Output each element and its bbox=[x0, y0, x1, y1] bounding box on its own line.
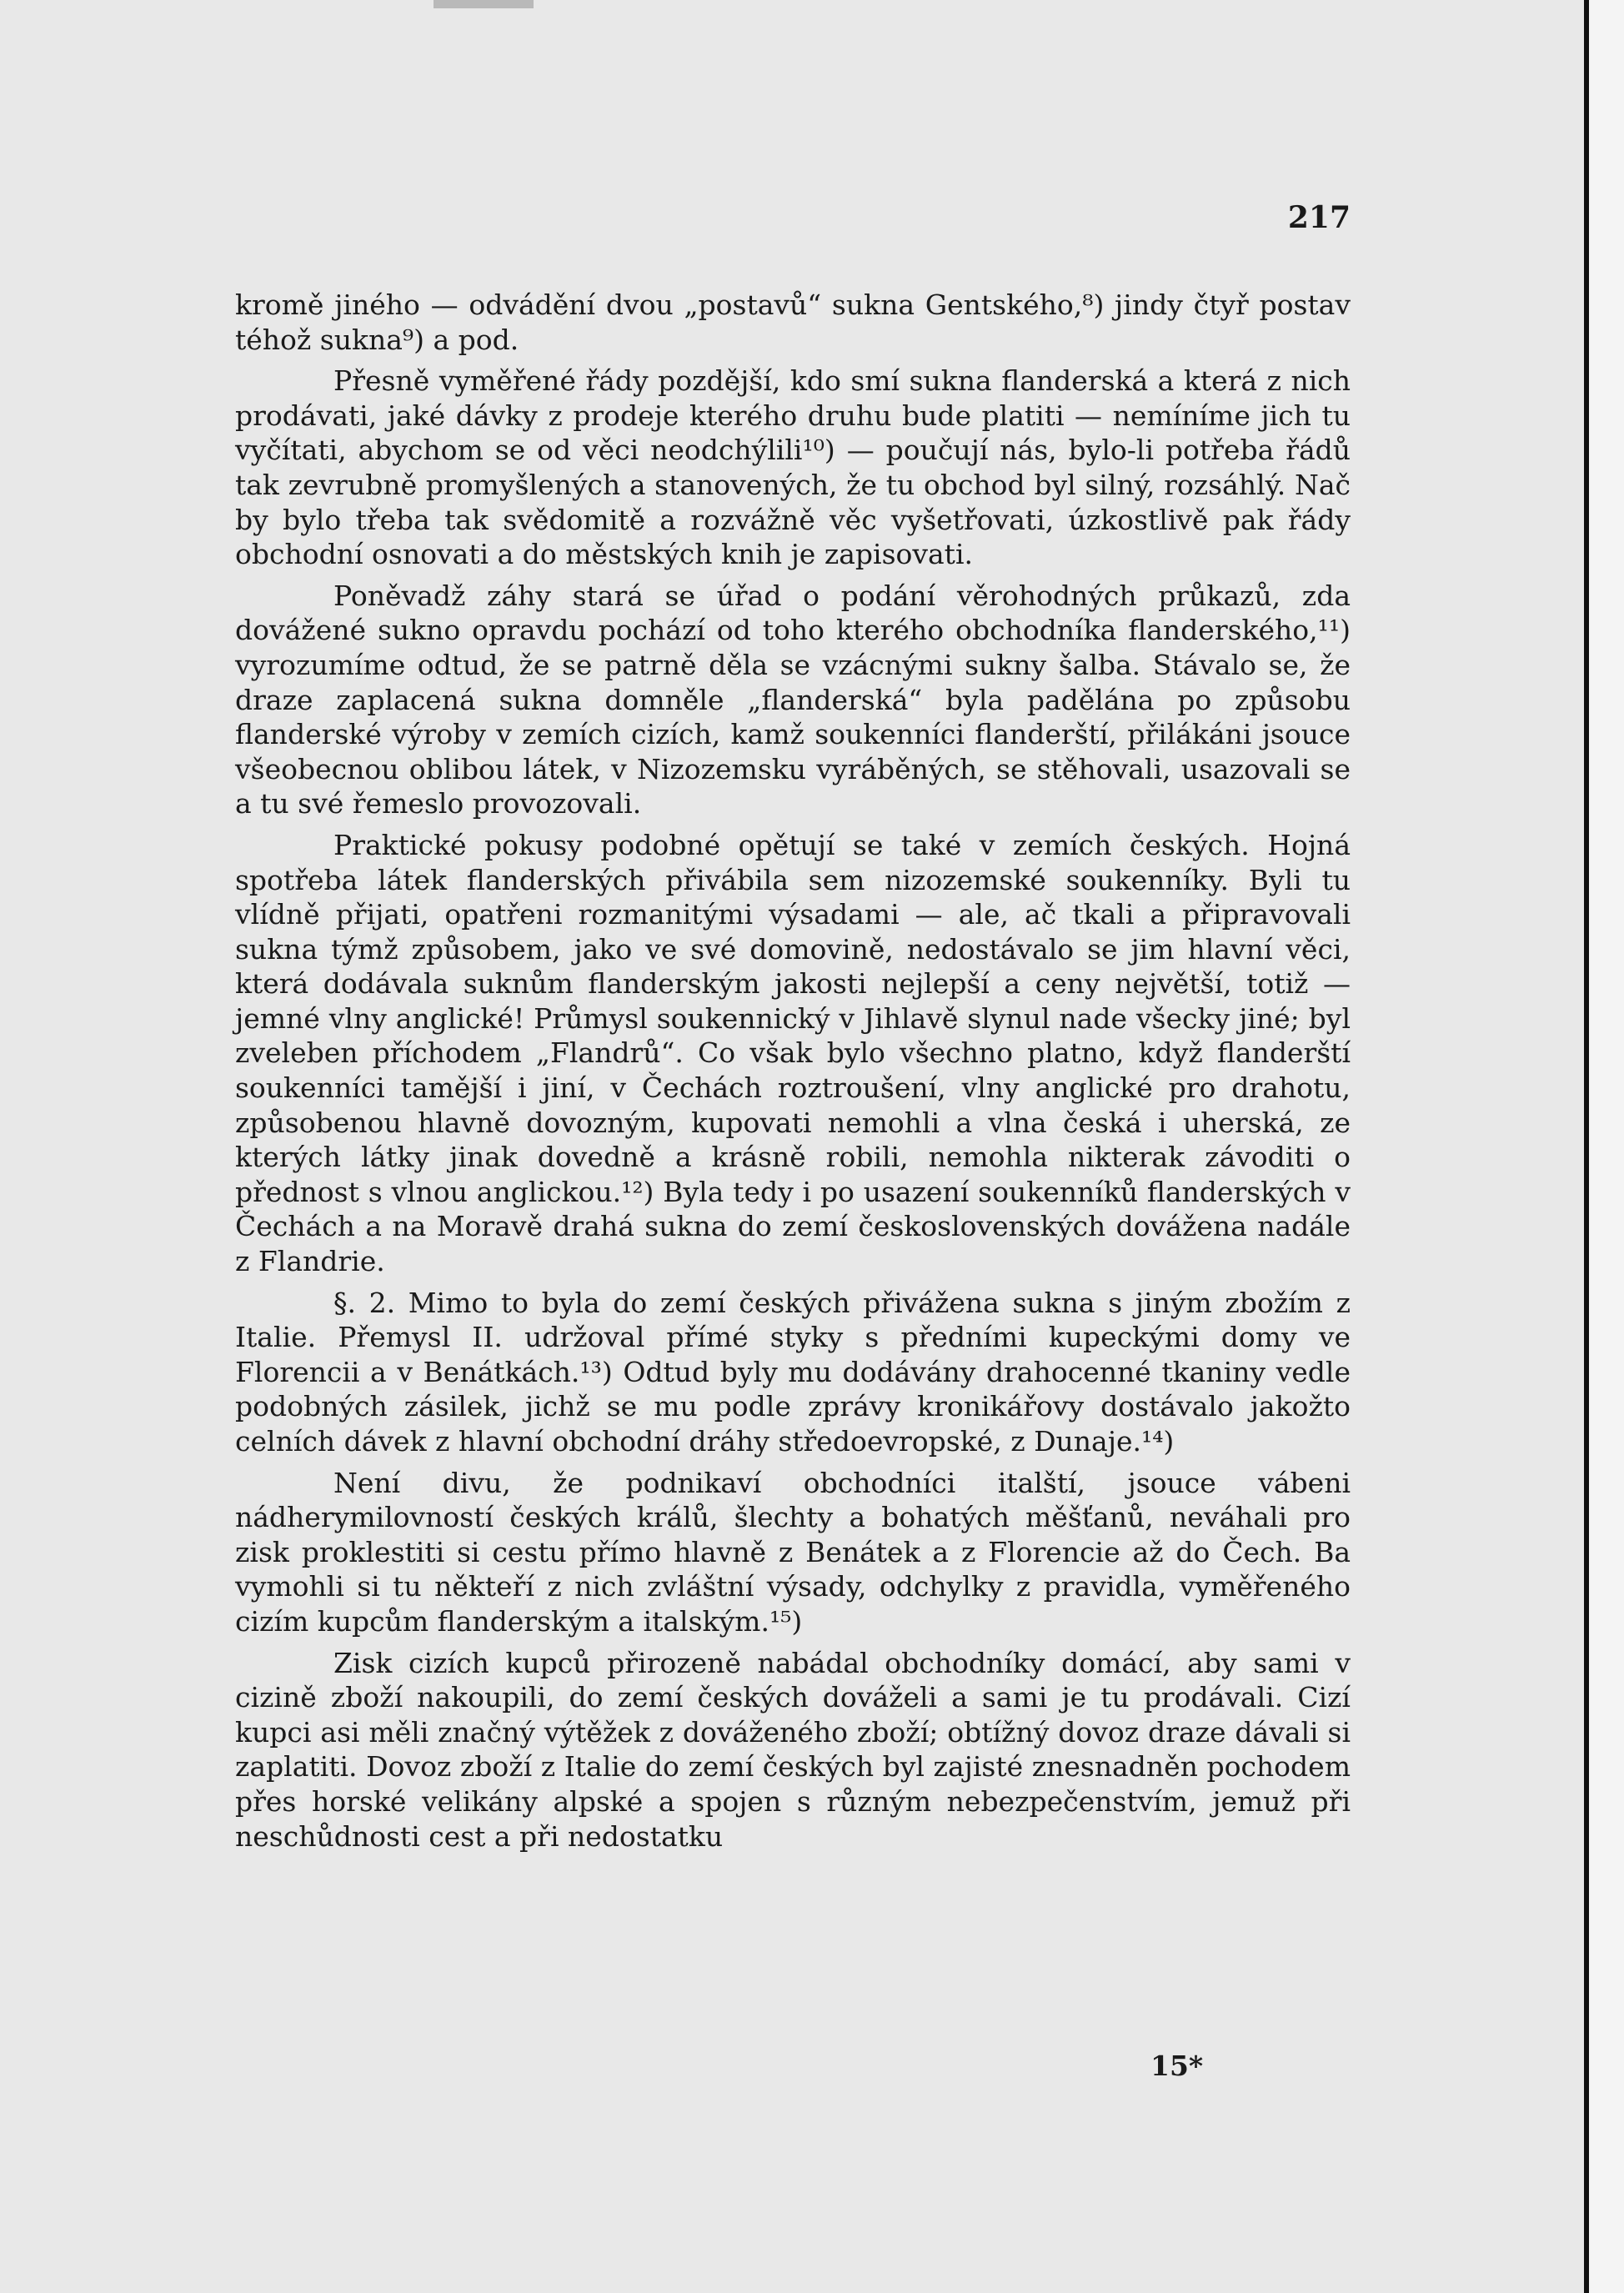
printer-signature: 15* bbox=[1150, 2050, 1204, 2082]
paragraph-counterfeit-cloth: Poněvadž záhy stará se úřad o podání věrohodných průkazů, zda dovážené sukno opravdu pochází od toho kterého obchodníka flanderského,¹¹) vyrozumíme odtud, že se patrně děla se vzácnými sukny šalba. Stávalo se, že draze zaplacená sukna domněle „flanderská“ byla padělána po způsobu flanderské výroby v zemích cizích, kamž soukenníci flanderští, přilákáni jsouce všeobecnou oblibou látek, v Nizozemsku vyráběných, se stěhovali, usazovali se a tu své řemeslo provozovali. bbox=[235, 579, 1351, 820]
paragraph-section-2-italy: §. 2. Mimo to byla do zemí českých přivážena sukna s jiným zbožím z Italie. Přemysl II. udržoval přímé styky s předními kupeckými domy ve Florencii a v Benátkách.¹³) Odtud byly mu dodávány drahocenné tkaniny vedle podobných zásilek, jichž se mu podle zprávy kronikářovy dostávalo jakožto celních dávek z hlavní obchodní dráhy středoevropské, z Dunaje.¹⁴) bbox=[235, 1286, 1351, 1458]
scan-smudge bbox=[434, 0, 534, 8]
paragraph-flemish-weavers: Praktické pokusy podobné opětují se také v zemích českých. Hojná spotřeba látek flanderských přivábila sem nizozemské soukenníky. Byli tu vlídně přijati, opatřeni rozmanitými výsadami — ale, ač tkali a připravovali sukna týmž způsobem, jako ve své domovině, nedostávalo se jim hlavní věci, která dodávala suknům flanderským jakosti nejlepší a ceny největší, totiž — jemné vlny anglické! Průmysl soukennický v Jihlavě slynul nade všecky jiné; byl zveleben příchodem „Flandrů“. Co však bylo všechno platno, když flanderští soukenníci tamější i jiní, v Čechách roztroušení, vlny anglické pro drahotu, způsobenou hlavně dovozným, kupovati nemohli a vlna česká i uherská, ze kterých látky jinak dovedně a krásně robili, nemohla nikterak závoditi o přednost s vlnou anglickou.¹²) Byla tedy i po usazení soukenníků flanderských v Čechách a na Moravě drahá sukna do zemí československých dovážena nadále z Flandrie. bbox=[235, 828, 1351, 1278]
page-number: 217 bbox=[1287, 200, 1351, 235]
paragraph-flanders-regulations: Přesně vyměřené řády pozdější, kdo smí sukna flanderská a která z nich prodávati, jaké dávky z prodeje kterého druhu bude platiti — nemíníme jich tu vyčítati, abychom se od věci neodchýlili¹⁰) — poučují nás, bylo-li potřeba řádů tak zevrubně promyšlených a stanovených, že tu obchod byl silný, rozsáhlý. Nač by bylo třeba tak svědomitě a rozvážně věc vyšetřovati, úzkostlivě pak řády obchodní osnovati a do městských knih je zapisovati. bbox=[235, 364, 1351, 571]
paragraph-continuation: kromě jiného — odvádění dvou „postavů“ sukna Gentského,⁸) jindy čtyř postav téhož sukna⁹) a pod. bbox=[235, 289, 1351, 356]
scan-edge bbox=[1584, 0, 1624, 2293]
paragraph-domestic-merchants: Zisk cizích kupců přirozeně nabádal obchodníky domácí, aby sami v cizině zboží nakoupili, do zemí českých dováželi a sami je tu prodávali. Cizí kupci asi měli značný výtěžek z dováženého zboží; obtížný dovoz draze dávali si zaplatiti. Dovoz zboží z Italie do zemí českých byl zajisté znesnadněn pochodem přes horské velikány alpské a spojen s různým nebezpečenstvím, jemuž při neschůdnosti cest a při nedostatku bbox=[235, 1646, 1351, 1853]
paragraph-italian-merchants: Není divu, že podnikaví obchodníci italští, jsouce vábeni nádherymilovností českých králů, šlechty a bohatých měšťanů, neváhali pro zisk proklestiti si cestu přímo hlavně z Benátek a z Florencie až do Čech. Ba vymohli si tu někteří z nich zvláštní výsady, odchylky z pravidla, vyměřeného cizím kupcům flanderským a italským.¹⁵) bbox=[235, 1466, 1351, 1638]
body-text bbox=[235, 288, 1351, 1860]
